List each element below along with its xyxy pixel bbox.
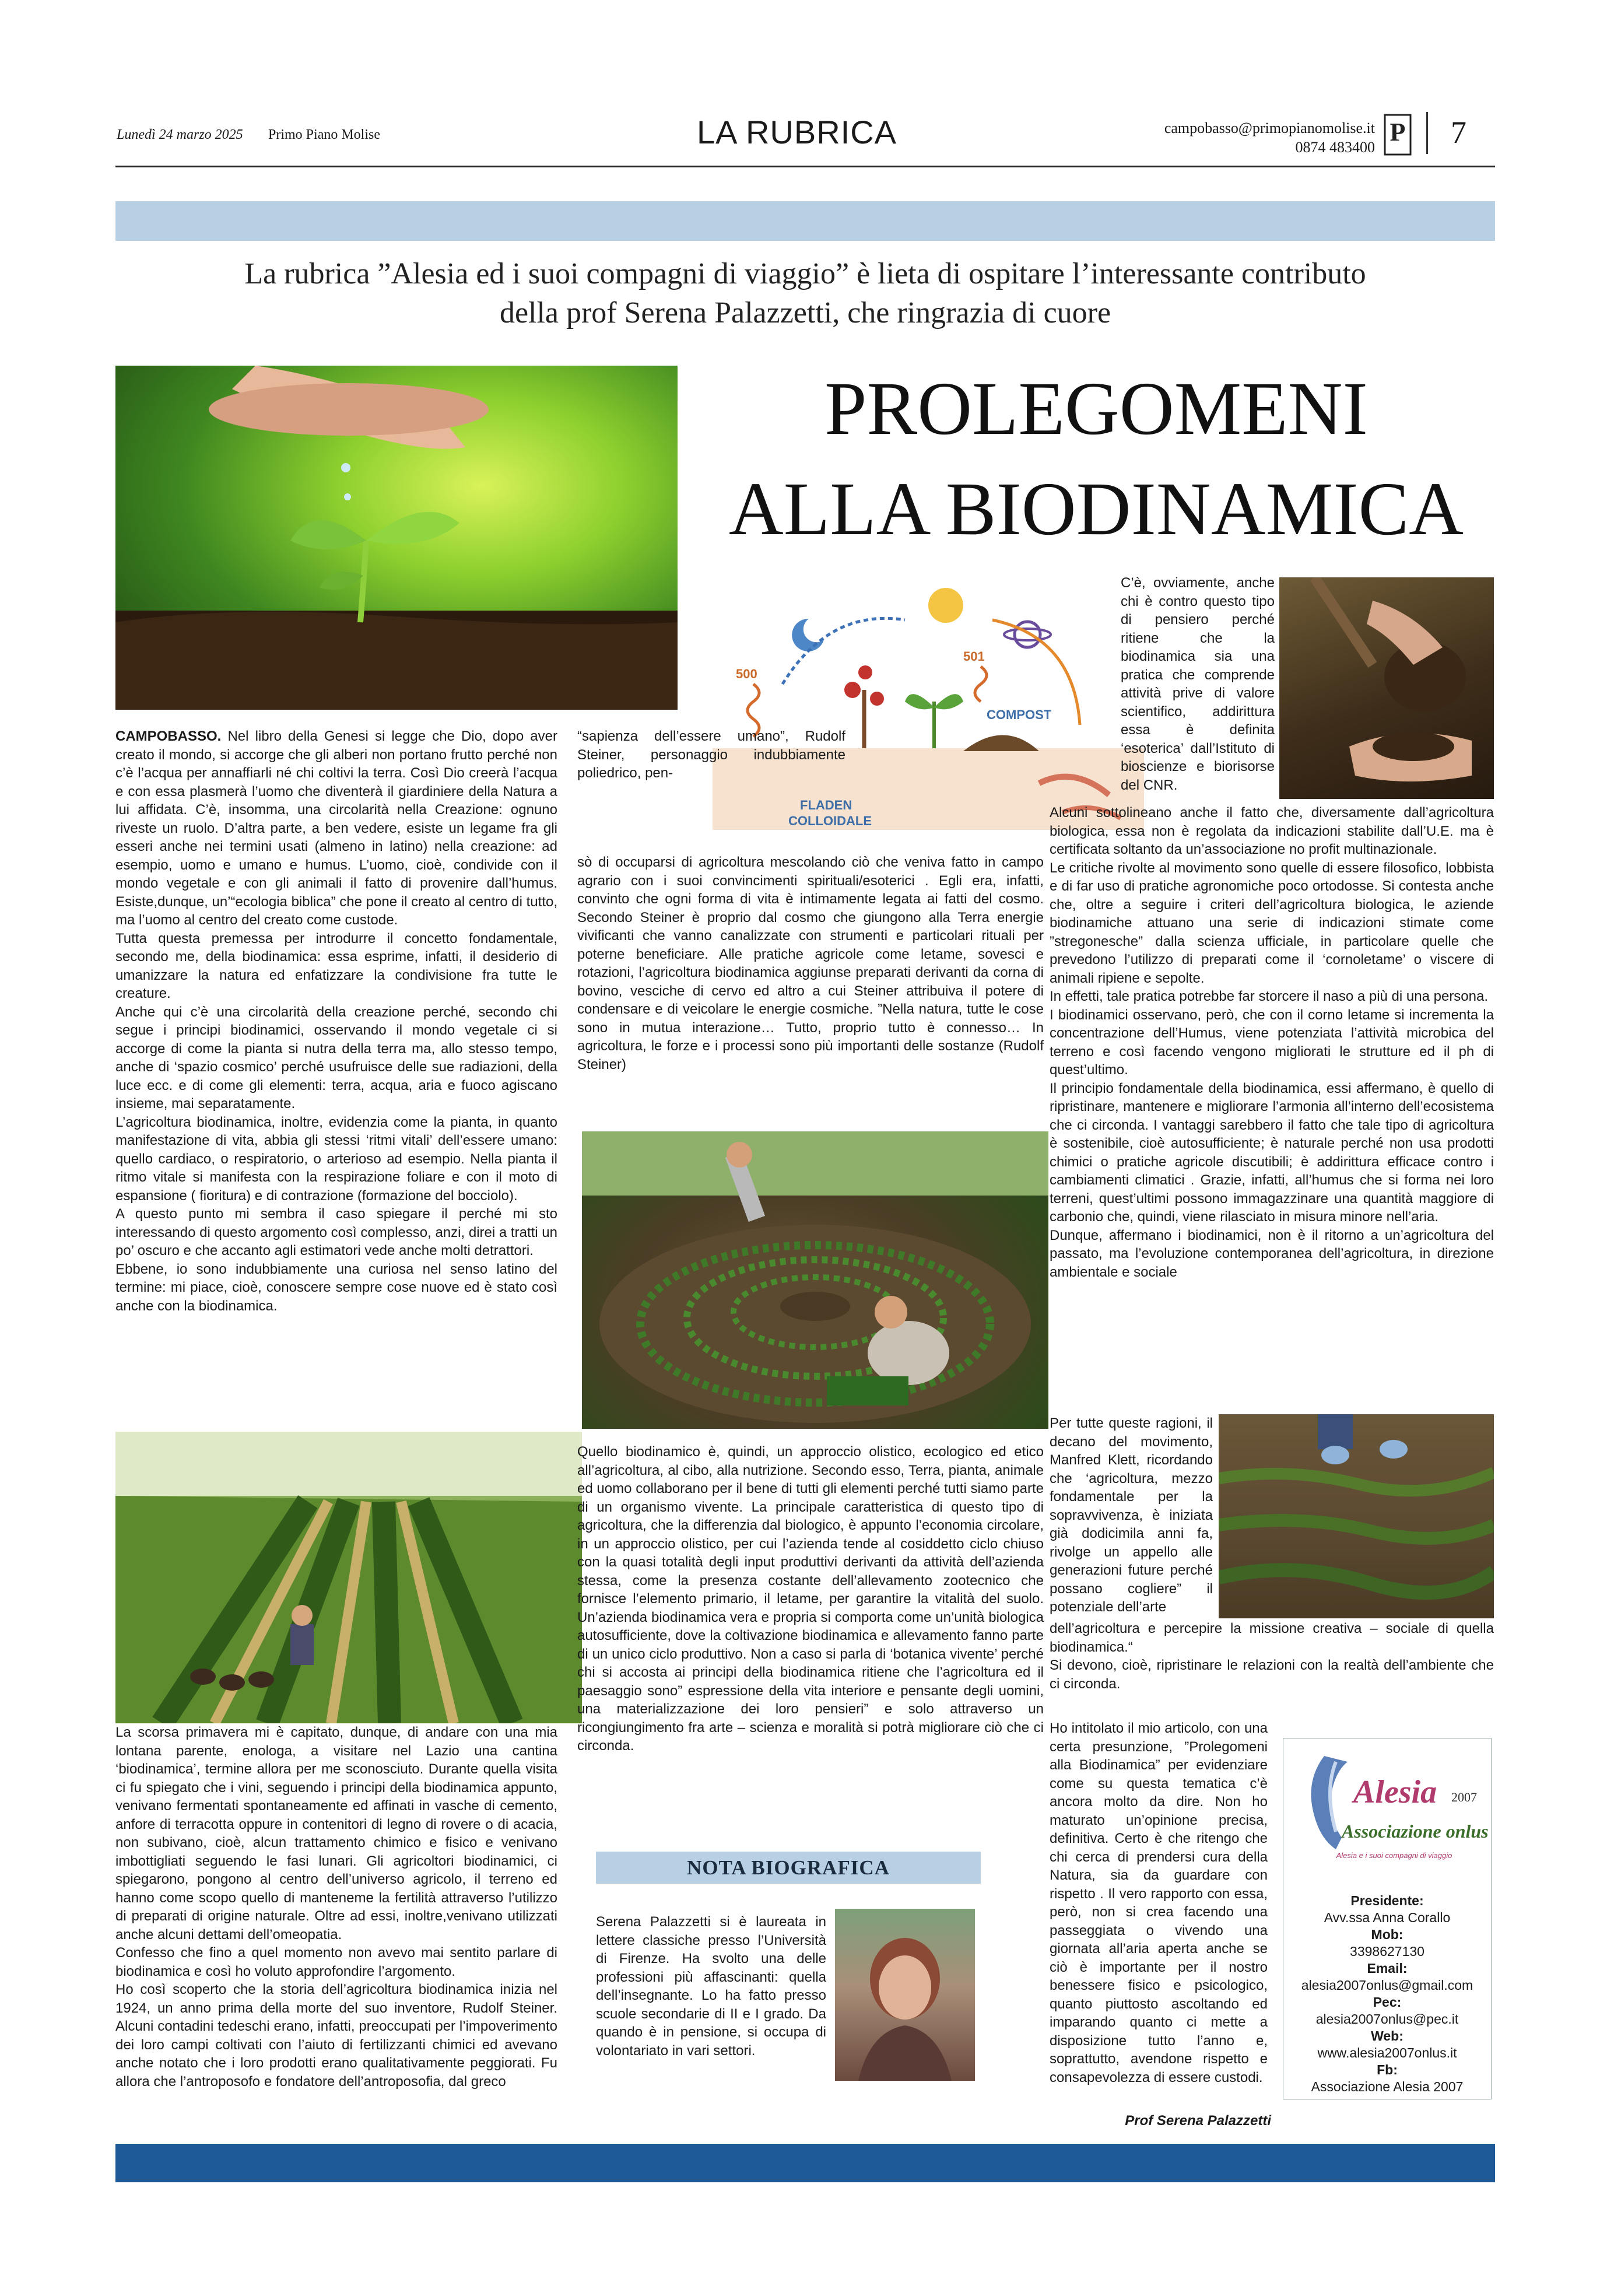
- intro-text: [115, 254, 1495, 332]
- header-publication: Primo Piano Molise: [268, 127, 381, 142]
- headline-line-2: ALLA BIODINAMICA: [728, 467, 1464, 551]
- article-column-3-e: [1050, 1719, 1268, 2087]
- diagram-label-500: 500: [736, 667, 757, 681]
- vineyard-illustration: [115, 1432, 582, 1723]
- paragraph: Si devono, cioè, ripristinare le relazioni con la realtà dell’ambiente che ci circonda.: [1050, 1657, 1494, 1692]
- header-phone: 0874 483400: [1295, 139, 1375, 156]
- vineyard-photo: [115, 1432, 582, 1723]
- paragraph: Per tutte queste ragioni, il decano del movimento, Manfred Klett, ricordando che ‘agricoltura, mezzo fondamentale per la sopravvivenza, è iniziata già dodicimila anni fa, rivolge un appello alle generazioni future perché possano cogliere” il potenziale dell’arte: [1050, 1415, 1213, 1615]
- paragraph: C’è, ovviamente, anche chi è contro questo tipo di pensiero perché ritiene che la biodinamica sia una pratica che comprende attività prive di valore scientifico, addirittura essa è definita ‘esoterica’ dall’Istituto di bioscienze e biorisorse del CNR.: [1121, 575, 1275, 793]
- portrait-illustration: [835, 1909, 975, 2081]
- author-signature: Prof Serena Palazzetti: [1125, 2113, 1271, 2129]
- bottom-color-band: [115, 2144, 1495, 2182]
- diagram-label-501: 501: [963, 649, 985, 664]
- paragraph: dell’agricoltura e percepire la missione creativa – sociale di quella biodinamica.“: [1050, 1621, 1494, 1655]
- paragraph: Alcuni sottolineano anche il fatto che, diversamente dall’agricoltura biologica, essa non è regolata da indicazioni stabilite dall’U.E. ma è certificata soltanto da un’associazione no profit multinazionale.: [1050, 805, 1494, 857]
- article-column-2-main: [577, 853, 1044, 1074]
- header-separator: [1426, 112, 1428, 154]
- hands-with-horn-illustration: [1279, 577, 1494, 799]
- paragraph: I biodinamici osservano, però, che con il corno letame si incrementa la concentrazione dell’Humus, viene potenziata l’attività microbica del terreno e così facendo vengono migliorati le strutture ed il ph di quest’ultimo.: [1050, 1007, 1494, 1078]
- newspaper-logo-icon: [1384, 114, 1412, 156]
- paragraph: Il principio fondamentale della biodinamica, essi affermano, è quello di ripristinare, mantenere e migliorare l’armonia all’interno dell’ecosistema che ci circonda. I vantaggi sarebbero il fatto che tale tipo di agricoltura è sostenibile, cioè autosufficiente; è naturale perché non usa prodotti chimici o pratiche agricole discutibili; è addirittura efficace contro i cambiamenti climatici . Grazie, infatti, all’humus che si forma nei loro terreni, quest’ultimi possono immagazzinare una quantità maggiore di carbonio che, quindi, viene rilasciato in misura minore nell’aria.: [1050, 1080, 1494, 1225]
- compost-horn-photo: [1279, 577, 1494, 799]
- moon-icon: [792, 619, 824, 651]
- headline-line-1: PROLEGOMENI: [824, 367, 1368, 451]
- value-email[interactable]: alesia2007onlus@gmail.com: [1301, 1978, 1473, 1993]
- diagram-label-fladen: FLADEN: [800, 798, 852, 812]
- planet-icon: [1015, 622, 1040, 647]
- label-email: Email:: [1367, 1961, 1408, 1976]
- seedling-illustration: [115, 366, 678, 710]
- diagram-label-colloidale: COLLOIDALE: [788, 814, 872, 828]
- seedling-photo: [115, 366, 678, 710]
- value-fb[interactable]: Associazione Alesia 2007: [1311, 2079, 1464, 2094]
- planting-photo: [1219, 1414, 1494, 1618]
- article-column-1-bottom: [115, 1723, 557, 2091]
- header-contact: [1164, 118, 1375, 157]
- article-column-2-bottom: [577, 1443, 1044, 1755]
- paragraph: Quello biodinamico è, quindi, un approccio olistico, ecologico ed etico all’agricoltura, al cibo, alla nutrizione. Secondo esso, Terra, pianta, animale ed uomo collaborano per il bene di tutti gli elementi perché tutti siamo parte di un organismo vivente. La principale caratteristica di questo tipo di agricoltura, che la differenzia dal biologico, è appunto l’economia circolare, in un approccio olistico, per cui l’azienda tende al cosiddetto ciclo chiuso con la quasi totalità degli input produttivi derivanti da attività dell’azienda stessa, come la presenza costante dell’allevamento zootecnico che fornisce l’elemento primario, il letame, per garantire la vitalità del suolo. Un’azienda biodinamica vera e propria si comporta come un’unità biologica autosufficiente, dove la coltivazione biodinamica e allevamento fanno parte di un unico ciclo produttivo. Non a caso si parla di ‘botanica vivente’ perché chi si accosta ai principi della biodinamica ritiene che l’agricoltura ed il paesaggio sono” espressione della vita interiore e pensante degli uomini, una materializzazione dei loro pensieri” e solo attraverso un ricongiungimento fra arte – scienza e moralità si potrà migliorare ciò che ci circonda.: [577, 1444, 1044, 1754]
- value-web[interactable]: www.alesia2007onlus.it: [1317, 2045, 1457, 2060]
- author-portrait: [835, 1909, 975, 2081]
- intro-line-1: La rubrica ”Alesia ed i suoi compagni di viaggio” è lieta di ospitare l’interessante contributo: [244, 257, 1366, 290]
- top-color-band: [115, 201, 1495, 241]
- header-email[interactable]: campobasso@primopianomolise.it: [1164, 120, 1375, 136]
- label-pec: Pec:: [1373, 1994, 1402, 2010]
- bio-title: NOTA BIOGRAFICA: [596, 1852, 981, 1884]
- article-headline: [694, 359, 1499, 559]
- article-column-3-c: [1050, 1414, 1213, 1617]
- section-title: LA RUBRICA: [697, 114, 897, 150]
- label-fb: Fb:: [1377, 2062, 1398, 2077]
- alesia-contacts: [1283, 1892, 1492, 2095]
- sun-icon: [928, 588, 963, 623]
- spiral-garden-illustration: [582, 1131, 1048, 1429]
- diagram-label-compost: COMPOST: [987, 707, 1052, 722]
- paragraph: “sapienza dell’essere umano”, Rudolf Steiner, personaggio indubbiamente poliedrico, pen-: [577, 728, 845, 781]
- alesia-logo-name: Alesia: [1353, 1774, 1437, 1810]
- article-column-3-b: [1050, 804, 1494, 1281]
- spiral-garden-photo: [582, 1131, 1048, 1429]
- paragraph: L’agricoltura biodinamica, inoltre, evidenzia come la pianta, in quanto manifestazione di vita, abbia gli stessi ‘ritmi vitali’ dell’essere umano: quello cardiaco, o respiratorio, o arterioso ad esempio. Nella pianta il ritmo vitale si manifesta con la respirazione foliare e con il moto di espansione ( fioritura) e di contrazione (formazione del bocciolo).: [115, 1114, 557, 1204]
- label-web: Web:: [1371, 2028, 1404, 2043]
- article-column-1-top: [115, 727, 557, 1315]
- bio-text: [596, 1913, 826, 2060]
- alesia-logo-year: 2007: [1451, 1790, 1477, 1804]
- alesia-logo: [1283, 1738, 1492, 1884]
- alesia-logo-subtitle: Associazione onlus: [1342, 1821, 1489, 1842]
- article-column-3-a: [1121, 574, 1275, 794]
- paragraph: La scorsa primavera mi è capitato, dunque, di andare con una mia lontana parente, enologa, a visitare nel Lazio una cantina ‘biodinamica’, termine allora per me sconosciuto. Durante quella visita ci fu spiegato che i vini, seguendo i principi della biodinamica appunto, venivano fermentati spontaneamente ed affinati in vasche di cemento, anfore di terracotta oppure in contenitori di legno di rovere o di acacia, non subivano, cioè, alcun trattamento chimico e fisico e venivano imbottigliati seguendo le fasi lunari. Gli agricoltori biodinamici, ci spiegarono, pongono al centro dell’universo agricolo, il terreno ed hanno come scopo quello di manteneme la fertilità attraverso l’utilizzo di preparati di origine naturale. Oltre ad essi, inoltre,venivano utilizzati anche alcuni dettami dell’omeopatia.: [115, 1724, 557, 1943]
- label-presidente: Presidente:: [1350, 1893, 1424, 1908]
- paragraph: A questo punto mi sembra il caso spiegare il perché mi sto interessando di questo argomento così complesso, anzi, direi a tratti un po’ oscuro e che accanto agli estimatori vede anche molti detrattori.: [115, 1206, 557, 1259]
- paragraph: Ebbene, io sono indubbiamente una curiosa nel senso latino del termine: mi piace, cioè, conoscere sempre cose nuove ed è stato così anche con la biodinamica.: [115, 1261, 557, 1314]
- alesia-logo-tagline: Alesia e i suoi compagni di viaggio: [1336, 1851, 1452, 1860]
- paragraph: Dunque, affermano i biodinamici, non è il ritorno a un’agricoltura del passato, ma l’evoluzione contemporanea dell’agricoltura, in direzione ambientale e sociale: [1050, 1227, 1494, 1280]
- paragraph: Serena Palazzetti si è laureata in lettere classiche presso l’Università di Firenze. Ha svolto una delle professioni più affascinanti: quella dell’insegnante. Lo ha fatto presso scuole secondarie di II e I grado. Da quando è in pensione, si occupa di volontariato in vari settori.: [596, 1914, 826, 2059]
- paragraph: Le critiche rivolte al movimento sono quelle di essere filosofico, lobbista e di far uso di pratiche agronomiche poco ortodosse. Si contesta anche che, oltre a seguire i criteri dell’agricoltura biologica, le aziende biodinamiche attuano una serie di indicazioni stimate come ”stregonesche” dalla scienza ufficiale, in particolare quelle che prevedono l’utilizzo di preparati come il ‘cornoletame’ o viscere di animali ripiene e sepolte.: [1050, 860, 1494, 986]
- paragraph: Ho intitolato il mio articolo, con una certa presunzione, ”Prolegomeni alla Biodinamica” per evidenziare come su questa tematica c’è ancora molto da dire. Non ho maturato un’opinione precisa, definitiva. Certo è che ritengo che chi cerca di prendersi cura della Natura, sia da guardare con rispetto . Il vero rapporto con essa, però, non si crea facendo una passeggiata o vivendo una giornata all’aria aperta anche se ciò è importante per il nostro benessere fisico e psicologico, quanto piuttosto ascoltando ed imparando quanto ci mette a disposizione tutto l’anno e, soprattutto, avendone rispetto e consapevolezza di essere custodi.: [1050, 1720, 1268, 2085]
- paragraph: Confesso che fino a quel momento non avevo mai sentito parlare di biodinamica e così ho voluto approfondire l’argomento.: [115, 1945, 557, 1979]
- intro-line-2: della prof Serena Palazzetti, che ringrazia di cuore: [499, 296, 1111, 329]
- header-date: Lunedì 24 marzo 2025: [117, 127, 243, 142]
- paragraph: In effetti, tale pratica potrebbe far storcere il naso a più di una persona.: [1050, 988, 1489, 1004]
- value-mob: 3398627130: [1350, 1944, 1424, 1959]
- page-number: 7: [1451, 115, 1466, 150]
- label-mob: Mob:: [1371, 1927, 1404, 1942]
- paragraph: Tutta questa premessa per introdurre il concetto fondamentale, secondo me, della biodinamica: essa esprime, infatti, il desiderio di umanizzare la natura ed enfatizzare la condivisione fra tutte le creature.: [115, 930, 557, 1001]
- article-column-3-d: [1050, 1620, 1494, 1693]
- paragraph: Nel libro della Genesi si legge che Dio, dopo aver creato il mondo, si accorge che gli alberi non portano frutto perché non c’è l’acqua per annaffiarli né chi coltivi la terra. Così Dio creerà l’acqua e con essa plasmerà l’uomo che diventerà il giardiniere della Natura a lui affidata. C’è, insomma, una circolarità nella Creazione: ognuno riveste un ruolo. D’altra parte, a ben vedere, esiste un legame fra gli esseri anche nei termini usati (almeno in latino) nella creazione: ad esempio, uomo e umano e humus. L’uomo, cioè, condivide con il mondo vegetale e con gli animali il fatto di provenire dall’humus. Esiste,dunque, un’“ecologia biblica” che pone il creato al centro di tutto, ma l’uomo al centro del creato come custode.: [115, 728, 557, 928]
- logo-letter: P: [1390, 118, 1406, 146]
- value-pec[interactable]: alesia2007onlus@pec.it: [1315, 2011, 1459, 2027]
- planting-hands-illustration: [1219, 1414, 1494, 1618]
- article-column-2-top: [577, 727, 845, 783]
- value-presidente: Avv.ssa Anna Corallo: [1324, 1910, 1451, 1925]
- paragraph: Anche qui c’è una circolarità della creazione perché, secondo chi segue i principi biodinamici, osservando il mondo vegetale ci si accorge di come la pianta si nutra della terra ma, allo stesso tempo, anche di ‘spazio cosmico’ perché usufruisce delle sue radiazioni, della luce ecc. e di come gli elementi: terra, acqua, aria e fuoco agiscano insieme, mai separatamente.: [115, 1004, 557, 1112]
- paragraph: sò di occuparsi di agricoltura mescolando ciò che veniva fatto in campo agrario con i suoi convincimenti spirituali/esoterici . Egli era, infatti, convinto che ogni forma di vita è intimamente legata ai fatti del cosmo. Secondo Steiner è proprio dal cosmo che giungono alla Terra energie vivificanti che vanno canalizzate con strumenti e particolari rituali per poterne beneficiare. Alle pratiche agricole come letame, sovesci e rotazioni, l’agricoltura biodinamica aggiunse preparati derivanti da corna di bovino, vesciche di cervo ed altro a cui Steiner attribuiva il potere di condensare e di veicolare le energie cosmiche. ”Nella natura, tutte le cose sono in mutua interazione… Tutto, proprio tutto è connesso… In agricoltura, le forze e i processi sono più importanti delle sostanze (Rudolf Steiner): [577, 854, 1044, 1072]
- paragraph: Ho così scoperto che la storia dell’agricoltura biodinamica inizia nel 1924, un anno prima della morte del suo inventore, Rudolf Steiner. Alcuni contadini tedeschi erano, infatti, preoccupati per l’impoverimento dei loro campi coltivati con l’aiuto di fertilizzanti chimici ed avevano anche notato che i loro prodotti erano qualitativamente peggiorati. Fu allora che l’antroposofo e fondatore dell’antroposofia, dal greco: [115, 1982, 557, 2090]
- dateline: CAMPOBASSO.: [115, 728, 222, 744]
- header-rule: [115, 166, 1495, 167]
